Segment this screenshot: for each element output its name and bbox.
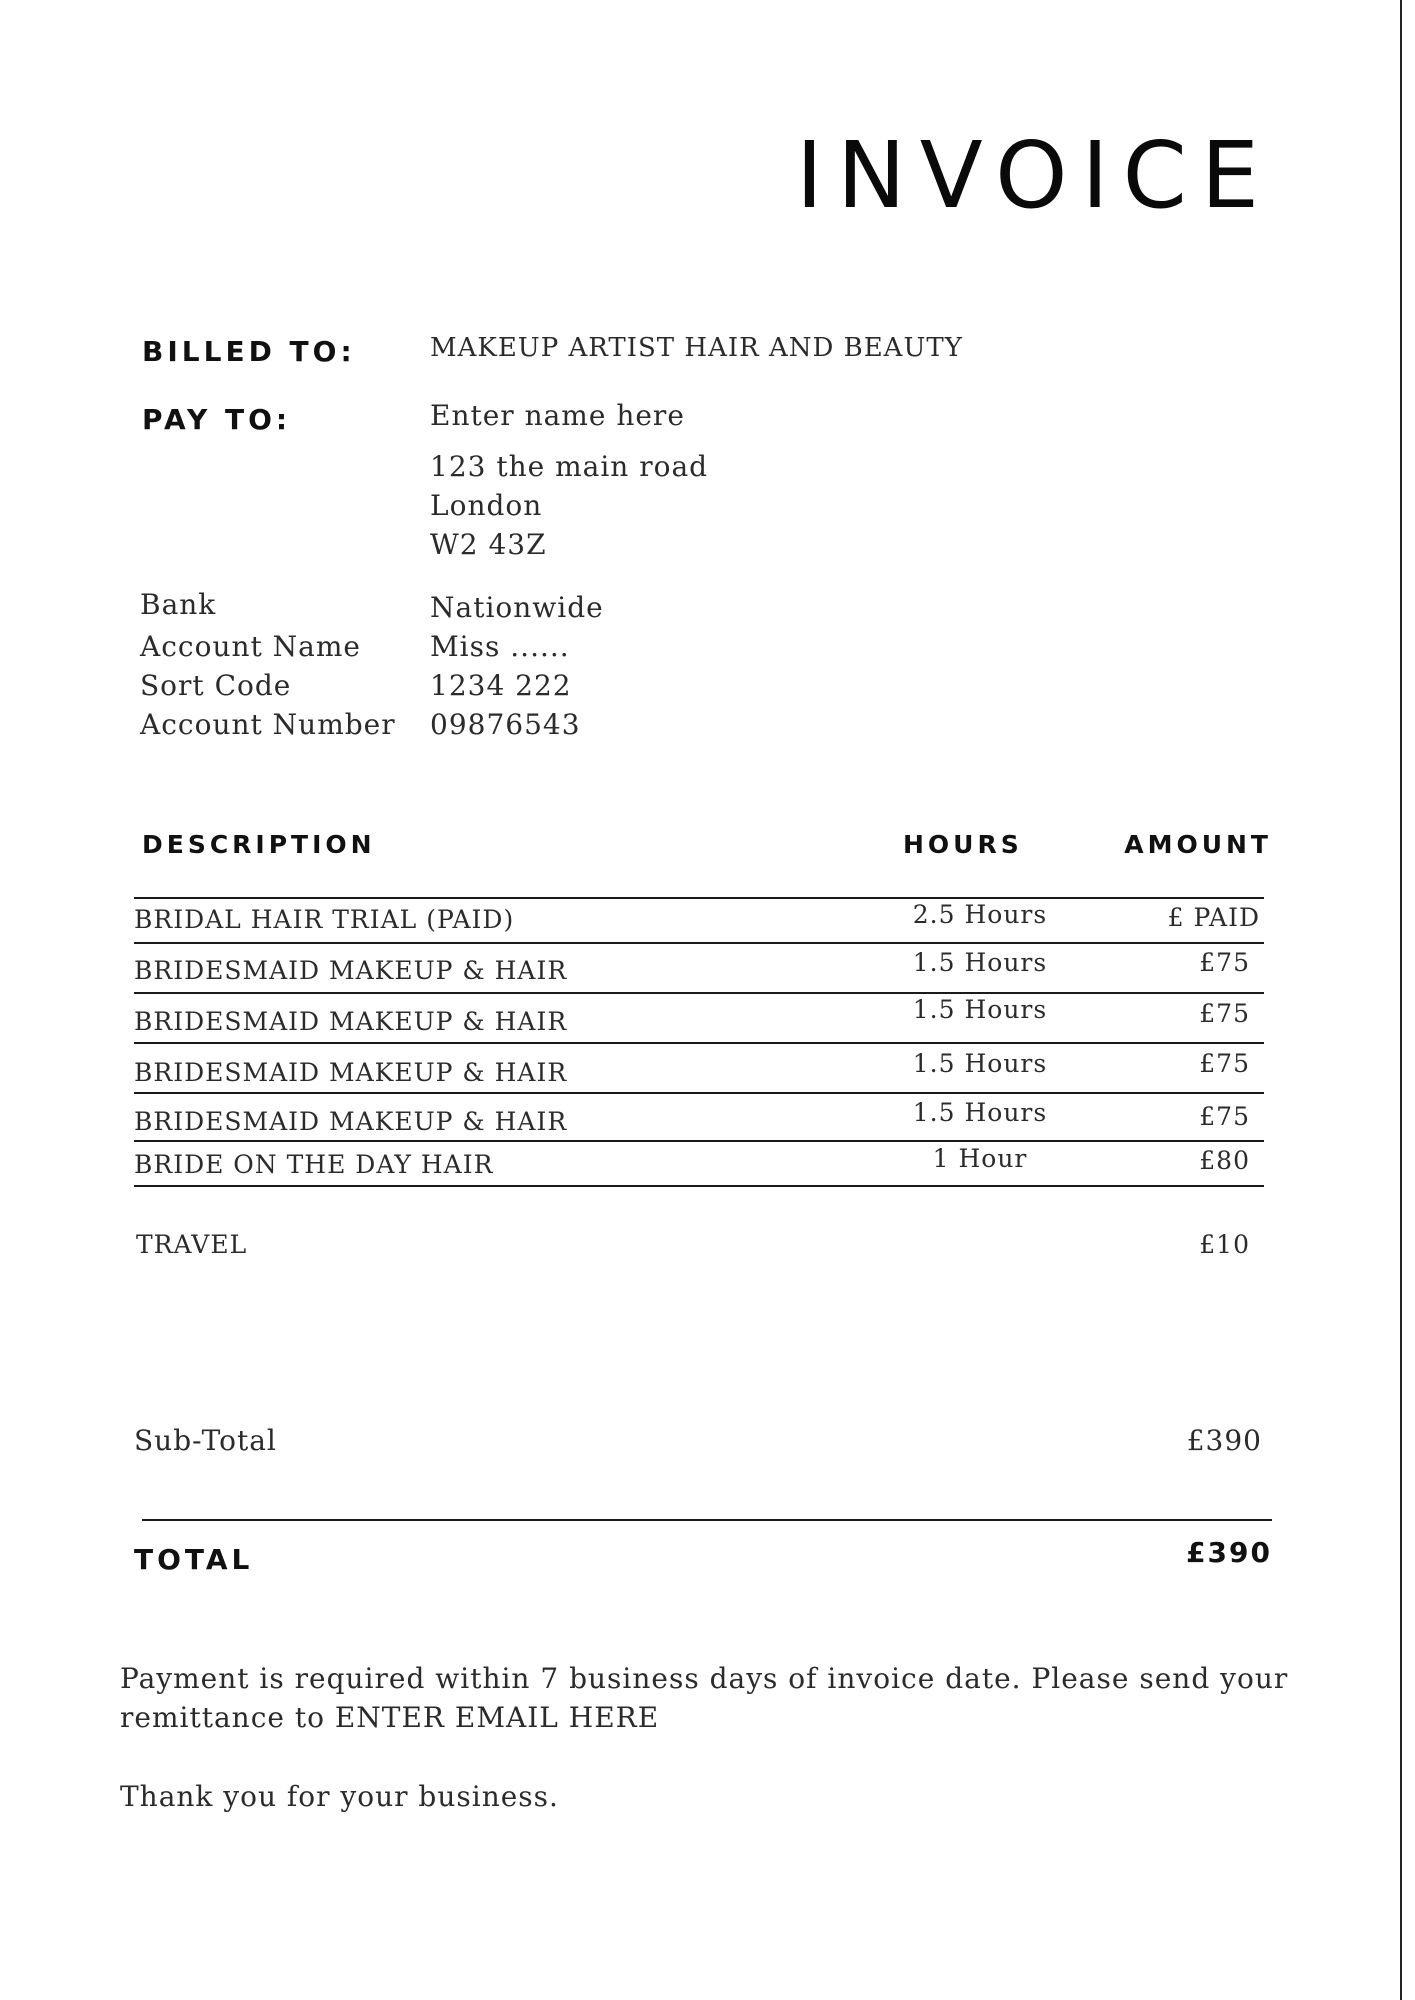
pay-to-label: PAY TO: bbox=[142, 403, 292, 436]
travel-amount: £10 bbox=[1199, 1230, 1250, 1259]
table-rule bbox=[134, 897, 1264, 899]
total-label: TOTAL bbox=[134, 1543, 254, 1576]
pay-to-name: Enter name here bbox=[430, 399, 685, 432]
subtotal-value: £390 bbox=[1186, 1424, 1262, 1457]
row-1-description: BRIDAL HAIR TRIAL (PAID) bbox=[134, 905, 515, 934]
account-number-value: 09876543 bbox=[430, 708, 581, 741]
table-rule bbox=[134, 1140, 1264, 1142]
payment-note: Payment is required within 7 business days of invoice date. Please send your remittance to ENTER EMAIL HERE bbox=[120, 1662, 1289, 1734]
row-3-hours: 1.5 Hours bbox=[912, 995, 1048, 1024]
row-4-description: BRIDESMAID MAKEUP & HAIR bbox=[134, 1058, 568, 1087]
table-rule bbox=[134, 942, 1264, 944]
row-5-description: BRIDESMAID MAKEUP & HAIR bbox=[134, 1107, 568, 1136]
header-amount: AMOUNT bbox=[1124, 830, 1272, 859]
page-edge-divider bbox=[1400, 0, 1402, 2000]
billed-to-value: MAKEUP ARTIST HAIR AND BEAUTY bbox=[430, 333, 963, 363]
row-1-hours: 2.5 Hours bbox=[912, 900, 1048, 929]
row-6-description: BRIDE ON THE DAY HAIR bbox=[134, 1150, 494, 1179]
bank-value: Nationwide bbox=[430, 591, 604, 624]
row-4-hours: 1.5 Hours bbox=[912, 1049, 1048, 1078]
table-rule bbox=[134, 992, 1264, 994]
sort-code-label: Sort Code bbox=[140, 669, 292, 702]
subtotal-label: Sub-Total bbox=[134, 1424, 277, 1457]
table-rule bbox=[134, 1092, 1264, 1094]
travel-description: TRAVEL bbox=[136, 1230, 248, 1259]
row-2-hours: 1.5 Hours bbox=[912, 948, 1048, 977]
account-name-value: Miss ...... bbox=[430, 630, 570, 663]
account-number-label: Account Number bbox=[140, 708, 396, 741]
row-2-description: BRIDESMAID MAKEUP & HAIR bbox=[134, 956, 568, 985]
row-6-amount: £80 bbox=[1199, 1146, 1250, 1175]
total-value: £390 bbox=[1186, 1536, 1272, 1569]
row-1-amount: £ PAID bbox=[1167, 903, 1260, 932]
bank-label: Bank bbox=[140, 588, 217, 621]
row-3-amount: £75 bbox=[1199, 999, 1250, 1028]
row-2-amount: £75 bbox=[1199, 948, 1250, 977]
row-5-hours: 1.5 Hours bbox=[912, 1098, 1048, 1127]
row-5-amount: £75 bbox=[1199, 1102, 1250, 1131]
thank-you-note: Thank you for your business. bbox=[120, 1780, 559, 1813]
pay-to-address-line2: London bbox=[430, 489, 543, 522]
account-name-label: Account Name bbox=[140, 630, 361, 663]
pay-to-address-line1: 123 the main road bbox=[430, 450, 709, 483]
header-description: DESCRIPTION bbox=[142, 830, 376, 859]
sort-code-value: 1234 222 bbox=[430, 669, 572, 702]
row-3-description: BRIDESMAID MAKEUP & HAIR bbox=[134, 1007, 568, 1036]
header-hours: HOURS bbox=[903, 830, 1023, 859]
table-rule bbox=[134, 1185, 1264, 1187]
total-divider bbox=[142, 1519, 1272, 1521]
billed-to-label: BILLED TO: bbox=[142, 335, 356, 368]
invoice-title: INVOICE bbox=[795, 122, 1273, 229]
table-rule bbox=[134, 1042, 1264, 1044]
row-6-hours: 1 Hour bbox=[932, 1144, 1028, 1173]
pay-to-address-line3: W2 43Z bbox=[430, 528, 547, 561]
row-4-amount: £75 bbox=[1199, 1049, 1250, 1078]
